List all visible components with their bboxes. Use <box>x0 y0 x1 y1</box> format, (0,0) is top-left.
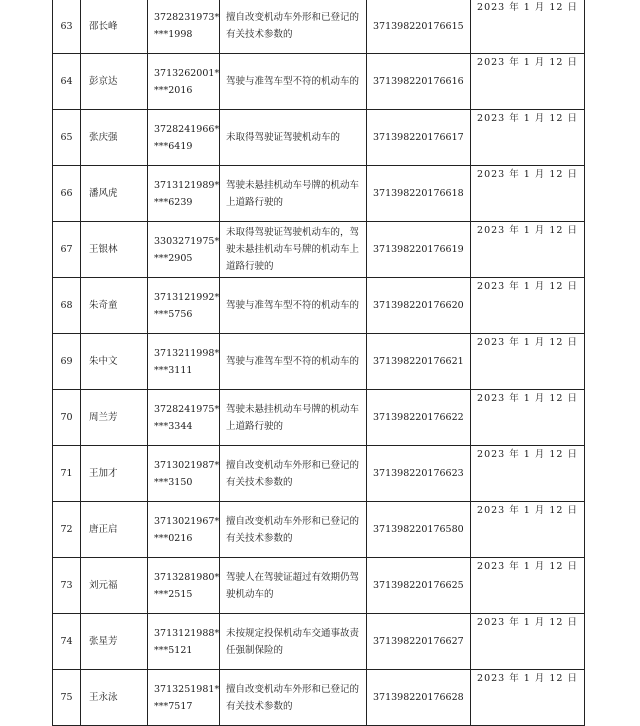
decision-number: 371398220176616 <box>367 54 471 110</box>
row-number: 68 <box>53 278 81 334</box>
table-row <box>53 502 585 558</box>
row-number: 73 <box>53 558 81 614</box>
decision-number: 371398220176615 <box>367 0 471 54</box>
id-number-head: 3728231973* <box>154 12 220 23</box>
person-name: 张庆强 <box>81 110 148 166</box>
decision-number: 371398220176620 <box>367 278 471 334</box>
row-number: 69 <box>53 334 81 390</box>
row-number: 63 <box>53 0 81 54</box>
table-row <box>53 614 585 670</box>
table-row <box>53 390 585 446</box>
id-number <box>148 110 220 166</box>
table-row <box>53 558 585 614</box>
id-number-tail: ***2016 <box>154 84 193 96</box>
violation-reason: 擅自改变机动车外形和已登记的有关技术参数的 <box>220 502 367 558</box>
violation-reason: 驾驶与准驾车型不符的机动车的 <box>220 334 367 390</box>
row-number: 74 <box>53 614 81 670</box>
row-number: 72 <box>53 502 81 558</box>
table-row <box>53 110 585 166</box>
person-name: 王银林 <box>81 222 148 278</box>
id-number-head: 3713262001* <box>154 67 220 79</box>
id-number <box>148 390 220 446</box>
decision-date: 2023 年 1 月 12 日 <box>471 54 585 110</box>
decision-number: 371398220176625 <box>367 558 471 614</box>
id-number-head: 3728241966* <box>154 123 220 135</box>
decision-date: 2023 年 1 月 12 日 <box>471 278 585 334</box>
id-number-tail: ***5121 <box>154 644 193 656</box>
table-row <box>53 446 585 502</box>
table-row <box>53 0 585 54</box>
violation-reason: 未按规定投保机动车交通事故责任强制保险的 <box>220 614 367 670</box>
id-number-tail: ***3111 <box>154 364 193 376</box>
id-number-tail: ***3150 <box>154 476 193 488</box>
id-number <box>148 0 220 54</box>
decision-date: 2023 年 1 月 12 日 <box>471 614 585 670</box>
decision-number: 371398220176580 <box>367 502 471 558</box>
row-number: 64 <box>53 54 81 110</box>
id-number <box>148 334 220 390</box>
id-number <box>148 502 220 558</box>
decision-date: 2023 年 1 月 12 日 <box>471 0 585 54</box>
id-number <box>148 446 220 502</box>
id-number <box>148 278 220 334</box>
table-row <box>53 334 585 390</box>
id-number-tail: ***2515 <box>154 588 193 600</box>
id-number-head: 3713121992* <box>154 291 220 303</box>
id-number-head: 3728241975* <box>154 403 220 415</box>
id-number <box>148 166 220 222</box>
id-number <box>148 222 220 278</box>
id-number <box>148 614 220 670</box>
id-number <box>148 558 220 614</box>
person-name: 王永泳 <box>81 670 148 726</box>
id-number-tail: ***1998 <box>154 29 193 40</box>
id-number-tail: ***6239 <box>154 196 193 208</box>
violation-reason: 擅自改变机动车外形和已登记的有关技术参数的 <box>220 670 367 726</box>
row-number: 67 <box>53 222 81 278</box>
table-row <box>53 222 585 278</box>
id-number-head: 3303271975* <box>154 235 220 247</box>
id-number-head: 3713021967* <box>154 515 220 527</box>
person-name: 潘风虎 <box>81 166 148 222</box>
id-number-head: 3713021987* <box>154 459 220 471</box>
id-number-head: 3713251981* <box>154 683 220 695</box>
violation-reason: 擅自改变机动车外形和已登记的有关技术参数的 <box>220 446 367 502</box>
decision-date: 2023 年 1 月 12 日 <box>471 222 585 278</box>
person-name: 刘元福 <box>81 558 148 614</box>
decision-date: 2023 年 1 月 12 日 <box>471 334 585 390</box>
person-name: 张星芳 <box>81 614 148 670</box>
decision-date: 2023 年 1 月 12 日 <box>471 110 585 166</box>
id-number-tail: ***3344 <box>154 420 193 432</box>
id-number-tail: ***6419 <box>154 140 193 152</box>
decision-number: 371398220176627 <box>367 614 471 670</box>
row-number: 66 <box>53 166 81 222</box>
violation-reason: 驾驶人在驾驶证超过有效期仍驾驶机动车的 <box>220 558 367 614</box>
row-number: 65 <box>53 110 81 166</box>
table-body <box>53 0 585 726</box>
decision-date: 2023 年 1 月 12 日 <box>471 166 585 222</box>
row-number: 70 <box>53 390 81 446</box>
decision-number: 371398220176628 <box>367 670 471 726</box>
table-row <box>53 166 585 222</box>
decision-number: 371398220176619 <box>367 222 471 278</box>
decision-date: 2023 年 1 月 12 日 <box>471 446 585 502</box>
decision-number: 371398220176617 <box>367 110 471 166</box>
id-number-tail: ***7517 <box>154 700 193 712</box>
id-number-head: 3713281980* <box>154 571 220 583</box>
violation-reason: 驾驶未悬挂机动车号牌的机动车上道路行驶的 <box>220 390 367 446</box>
row-number: 75 <box>53 670 81 726</box>
decision-date: 2023 年 1 月 12 日 <box>471 390 585 446</box>
violation-reason: 未取得驾驶证驾驶机动车的 <box>220 110 367 166</box>
decision-number: 371398220176621 <box>367 334 471 390</box>
row-number: 71 <box>53 446 81 502</box>
violation-reason: 驾驶未悬挂机动车号牌的机动车上道路行驶的 <box>220 166 367 222</box>
violation-reason: 驾驶与准驾车型不符的机动车的 <box>220 54 367 110</box>
id-number-tail: ***0216 <box>154 532 193 544</box>
person-name: 唐正启 <box>81 502 148 558</box>
person-name: 邵长峰 <box>81 0 148 54</box>
person-name: 周兰芳 <box>81 390 148 446</box>
person-name: 彭京达 <box>81 54 148 110</box>
table-row <box>53 54 585 110</box>
decision-number: 371398220176618 <box>367 166 471 222</box>
person-name: 朱中文 <box>81 334 148 390</box>
person-name: 王加才 <box>81 446 148 502</box>
person-name: 朱奇童 <box>81 278 148 334</box>
id-number-head: 3713121988* <box>154 627 220 639</box>
id-number-head: 3713211998* <box>154 347 220 359</box>
decision-number: 371398220176623 <box>367 446 471 502</box>
id-number <box>148 54 220 110</box>
decision-number: 371398220176622 <box>367 390 471 446</box>
decision-date: 2023 年 1 月 12 日 <box>471 502 585 558</box>
id-number-tail: ***5756 <box>154 308 193 320</box>
table-row <box>53 670 585 726</box>
penalty-records-table <box>52 0 585 726</box>
violation-reason: 未取得驾驶证驾驶机动车的，驾驶未悬挂机动车号牌的机动车上道路行驶的 <box>220 222 367 278</box>
violation-reason: 驾驶与准驾车型不符的机动车的 <box>220 278 367 334</box>
decision-date: 2023 年 1 月 12 日 <box>471 670 585 726</box>
violation-reason: 擅自改变机动车外形和已登记的有关技术参数的 <box>220 0 367 54</box>
id-number-head: 3713121989* <box>154 179 220 191</box>
decision-date: 2023 年 1 月 12 日 <box>471 558 585 614</box>
table-row <box>53 278 585 334</box>
id-number-tail: ***2905 <box>154 252 193 264</box>
id-number <box>148 670 220 726</box>
